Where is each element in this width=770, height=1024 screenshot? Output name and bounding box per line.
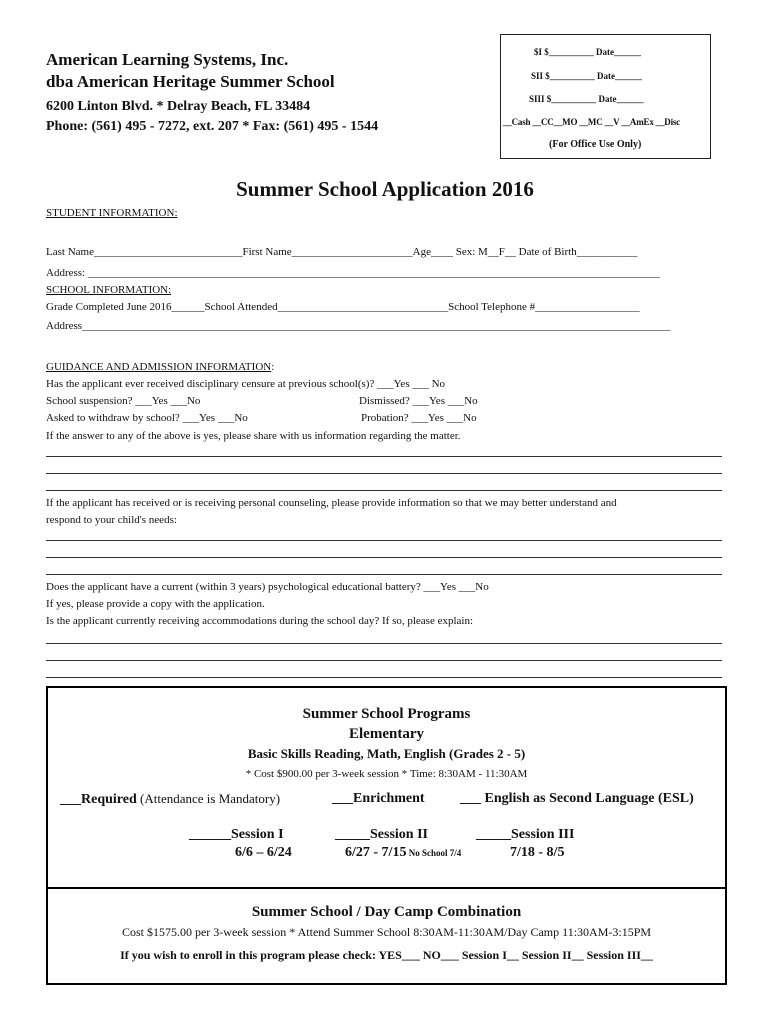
programs-basic: Basic Skills Reading, Math, English (Grades 2 - 5) <box>247 746 526 761</box>
required-option[interactable]: ___Required (Attendance is Mandatory) <box>60 791 281 807</box>
guidance-q-counseling: If the applicant has received or is receiving personal counseling, please provide information so that we may better understand and <box>46 497 617 509</box>
org-address: 6200 Linton Blvd. * Delray Beach, FL 33484 <box>46 99 311 114</box>
esl-option[interactable]: ___ English as Second Language (ESL) <box>460 791 694 806</box>
org-name: American Learning Systems, Inc. <box>46 50 289 69</box>
daycamp-title: Summer School / Day Camp Combination <box>251 904 522 920</box>
office-note: (For Office Use Only) <box>549 139 642 150</box>
daycamp-box <box>46 887 727 985</box>
programs-title: Summer School Programs <box>302 706 471 722</box>
answer-line[interactable] <box>46 677 722 678</box>
enrichment-option[interactable]: ___Enrichment <box>332 791 425 806</box>
student-name-line[interactable]: Last Name___________________________First Name______________________Age____ Sex: M__F__ Date of Birth___________ <box>46 246 638 258</box>
org-dba: dba American Heritage Summer School <box>46 72 335 91</box>
guidance-q-accommodations: Is the applicant currently receiving accommodations during the school day? If so, please explain: <box>46 615 474 627</box>
guidance-q-probation[interactable]: Probation? ___Yes ___No <box>361 412 477 424</box>
student-heading: STUDENT INFORMATION: <box>46 207 178 219</box>
office-use-box <box>500 34 711 159</box>
guidance-q-explain: If the answer to any of the above is yes, please share with us information regarding the matter. <box>46 430 461 442</box>
session-2-option[interactable]: _____Session II <box>335 827 428 842</box>
session-3-option[interactable]: _____Session III <box>476 827 575 842</box>
answer-line[interactable] <box>46 540 722 541</box>
guidance-q-dismissed[interactable]: Dismissed? ___Yes ___No <box>359 395 478 407</box>
daycamp-cost: Cost $1575.00 per 3-week session * Attend Summer School 8:30AM-11:30AM/Day Camp 11:30AM-3:15PM <box>121 925 652 939</box>
office-line-3: SIII $__________ Date______ <box>529 94 644 104</box>
office-line-2: SII $__________ Date______ <box>531 71 643 81</box>
answer-line[interactable] <box>46 490 722 491</box>
programs-cost: * Cost $900.00 per 3-week session * Time: 8:30AM - 11:30AM <box>245 768 528 780</box>
session-1-dates: 6/6 – 6/24 <box>235 845 292 860</box>
answer-line[interactable] <box>46 473 722 474</box>
guidance-q-counseling-cont: respond to your child's needs: <box>46 514 177 526</box>
session-3-dates: 7/18 - 8/5 <box>510 845 565 860</box>
session-1-option[interactable]: ______Session I <box>189 827 284 842</box>
programs-box <box>46 686 727 889</box>
office-line-1: $I $__________ Date______ <box>534 47 641 57</box>
guidance-q-battery[interactable]: Does the applicant have a current (within 3 years) psychological educational battery? ___Yes ___No <box>46 581 489 593</box>
guidance-heading: GUIDANCE AND ADMISSION INFORMATION: <box>46 361 275 373</box>
school-address-line[interactable]: Address___________________________________________________________________________________________________________ <box>46 320 671 332</box>
office-payment: __Cash __CC__MO __MC __V __AmEx __Disc <box>503 117 680 127</box>
guidance-q-suspension[interactable]: School suspension? ___Yes ___No <box>46 395 201 407</box>
page-title: Summer School Application 2016 <box>236 177 534 201</box>
answer-line[interactable] <box>46 557 722 558</box>
student-address-line[interactable]: Address: ________________________________________________________________________________________________________ <box>46 267 660 279</box>
school-grade-line[interactable]: Grade Completed June 2016______School Attended_______________________________School Telephone #___________________ <box>46 301 640 313</box>
school-heading: SCHOOL INFORMATION: <box>46 284 172 296</box>
org-phone: Phone: (561) 495 - 7272, ext. 207 * Fax: (561) 495 - 1544 <box>46 119 379 134</box>
daycamp-enroll[interactable]: If you wish to enroll in this program please check: YES___ NO___ Session I__ Session II__ Session III__ <box>120 948 653 962</box>
guidance-q-copy: If yes, please provide a copy with the application. <box>46 598 265 610</box>
programs-subtitle: Elementary <box>349 726 424 742</box>
answer-line[interactable] <box>46 456 722 457</box>
answer-line[interactable] <box>46 643 722 644</box>
guidance-q-withdraw[interactable]: Asked to withdraw by school? ___Yes ___No <box>46 412 248 424</box>
session-2-dates: 6/27 - 7/15 No School 7/4 <box>345 845 462 860</box>
answer-line[interactable] <box>46 574 722 575</box>
guidance-q-censure[interactable]: Has the applicant ever received disciplinary censure at previous school(s)? ___Yes ___ No <box>46 378 446 390</box>
answer-line[interactable] <box>46 660 722 661</box>
